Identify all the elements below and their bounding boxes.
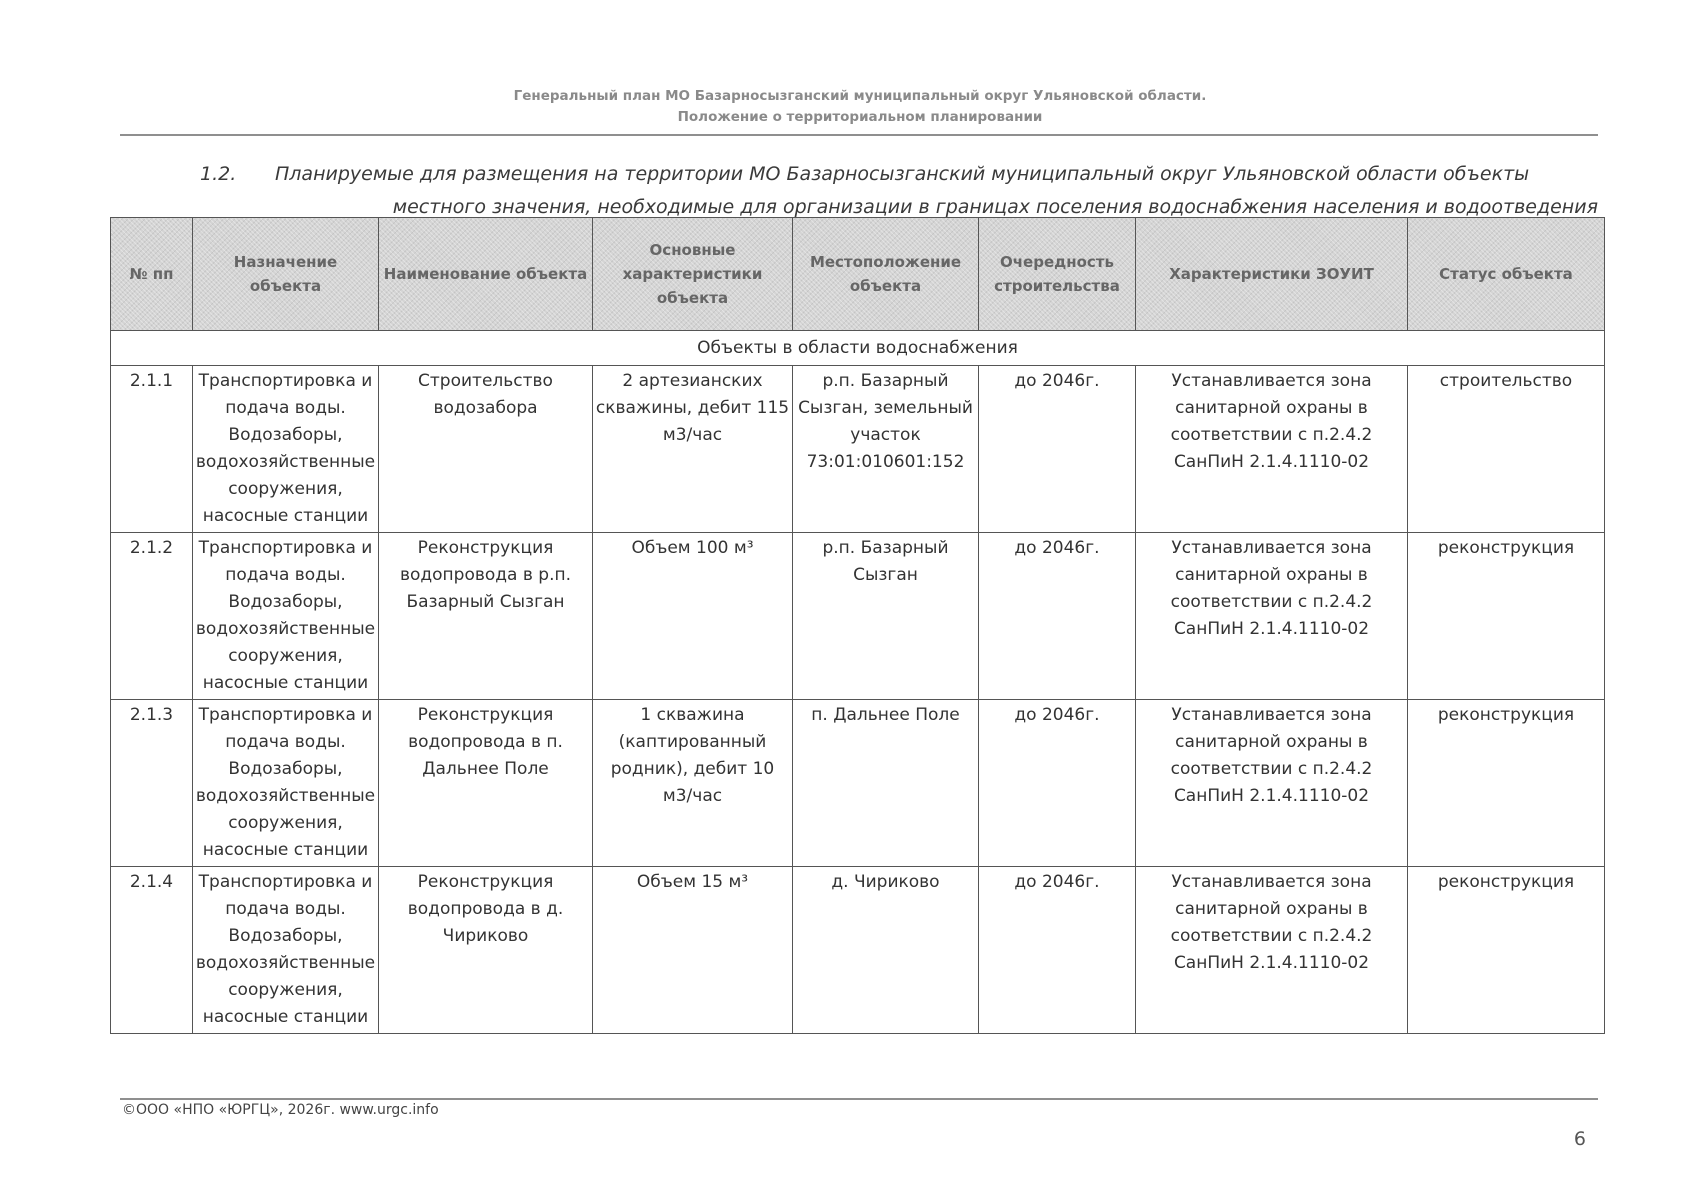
cell-zouit: Устанавливается зона санитарной охраны в соответствии с п.2.4.2 СанПиН 2.1.4.1110-02	[1136, 867, 1408, 1034]
cell-number: 2.1.4	[111, 867, 193, 1034]
cell-name: Реконструкция водопровода в д. Чириково	[379, 867, 593, 1034]
table-row	[111, 533, 1605, 700]
header-divider	[120, 134, 1598, 136]
cell-characteristics: Объем 15 м³	[593, 867, 793, 1034]
header-cell-characteristics: Основные характеристики объекта	[593, 218, 793, 331]
cell-name: Реконструкция водопровода в р.п. Базарный Сызган	[379, 533, 593, 700]
section-number: 1.2.	[200, 163, 237, 185]
cell-purpose: Транспортировка и подача воды. Водозаборы, водохозяйственные сооружения, насосные станции	[193, 867, 379, 1034]
header-cell-zouit: Характеристики ЗОУИТ	[1136, 218, 1408, 331]
cell-status: строительство	[1408, 366, 1605, 533]
cell-schedule: до 2046г.	[979, 700, 1136, 867]
header-line-2: Положение о территориальном планировании	[677, 109, 1043, 125]
objects-table	[110, 217, 1605, 1034]
cell-location: д. Чириково	[793, 867, 979, 1034]
header-cell-purpose: Назначение объекта	[193, 218, 379, 331]
group-label: Объекты в области водоснабжения	[111, 331, 1605, 366]
cell-number: 2.1.1	[111, 366, 193, 533]
header-cell-status: Статус объекта	[1408, 218, 1605, 331]
page-header	[120, 86, 1600, 128]
cell-name: Реконструкция водопровода в п. Дальнее Поле	[379, 700, 593, 867]
cell-zouit: Устанавливается зона санитарной охраны в соответствии с п.2.4.2 СанПиН 2.1.4.1110-02	[1136, 366, 1408, 533]
cell-zouit: Устанавливается зона санитарной охраны в соответствии с п.2.4.2 СанПиН 2.1.4.1110-02	[1136, 700, 1408, 867]
cell-number: 2.1.3	[111, 700, 193, 867]
table-header-row	[111, 218, 1605, 331]
cell-status: реконструкция	[1408, 533, 1605, 700]
table-group-row	[111, 331, 1605, 366]
footer-copyright: ©ООО «НПО «ЮРГЦ», 2026г. www.urgc.info	[122, 1102, 439, 1118]
cell-purpose: Транспортировка и подача воды. Водозаборы, водохозяйственные сооружения, насосные станции	[193, 700, 379, 867]
cell-schedule: до 2046г.	[979, 867, 1136, 1034]
header-cell-number: № пп	[111, 218, 193, 331]
cell-characteristics: 1 скважина (каптированный родник), дебит 10 м3/час	[593, 700, 793, 867]
cell-location: п. Дальнее Поле	[793, 700, 979, 867]
table-row	[111, 700, 1605, 867]
section-title-line-2: местного значения, необходимые для организации в границах поселения водоснабжения населения и водоотведения	[392, 196, 1598, 218]
cell-status: реконструкция	[1408, 867, 1605, 1034]
table-row	[111, 366, 1605, 533]
cell-number: 2.1.2	[111, 533, 193, 700]
cell-purpose: Транспортировка и подача воды. Водозаборы, водохозяйственные сооружения, насосные станции	[193, 366, 379, 533]
cell-location: р.п. Базарный Сызган, земельный участок 73:01:010601:152	[793, 366, 979, 533]
header-cell-location: Местоположение объекта	[793, 218, 979, 331]
footer-divider	[120, 1098, 1598, 1100]
cell-schedule: до 2046г.	[979, 366, 1136, 533]
section-title	[200, 158, 1600, 224]
section-title-line-1: Планируемые для размещения на территории МО Базарносызганский муниципальный округ Ульяновской области объекты	[275, 163, 1530, 185]
cell-location: р.п. Базарный Сызган	[793, 533, 979, 700]
cell-schedule: до 2046г.	[979, 533, 1136, 700]
header-line-1: Генеральный план МО Базарносызганский муниципальный округ Ульяновской области.	[513, 88, 1207, 104]
page-number: 6	[1573, 1128, 1586, 1150]
cell-characteristics: Объем 100 м³	[593, 533, 793, 700]
cell-name: Строительство водозабора	[379, 366, 593, 533]
header-cell-name: Наименование объекта	[379, 218, 593, 331]
cell-characteristics: 2 артезианских скважины, дебит 115 м3/час	[593, 366, 793, 533]
cell-zouit: Устанавливается зона санитарной охраны в соответствии с п.2.4.2 СанПиН 2.1.4.1110-02	[1136, 533, 1408, 700]
cell-status: реконструкция	[1408, 700, 1605, 867]
cell-purpose: Транспортировка и подача воды. Водозаборы, водохозяйственные сооружения, насосные станции	[193, 533, 379, 700]
header-cell-schedule: Очередность строительства	[979, 218, 1136, 331]
table-row	[111, 867, 1605, 1034]
